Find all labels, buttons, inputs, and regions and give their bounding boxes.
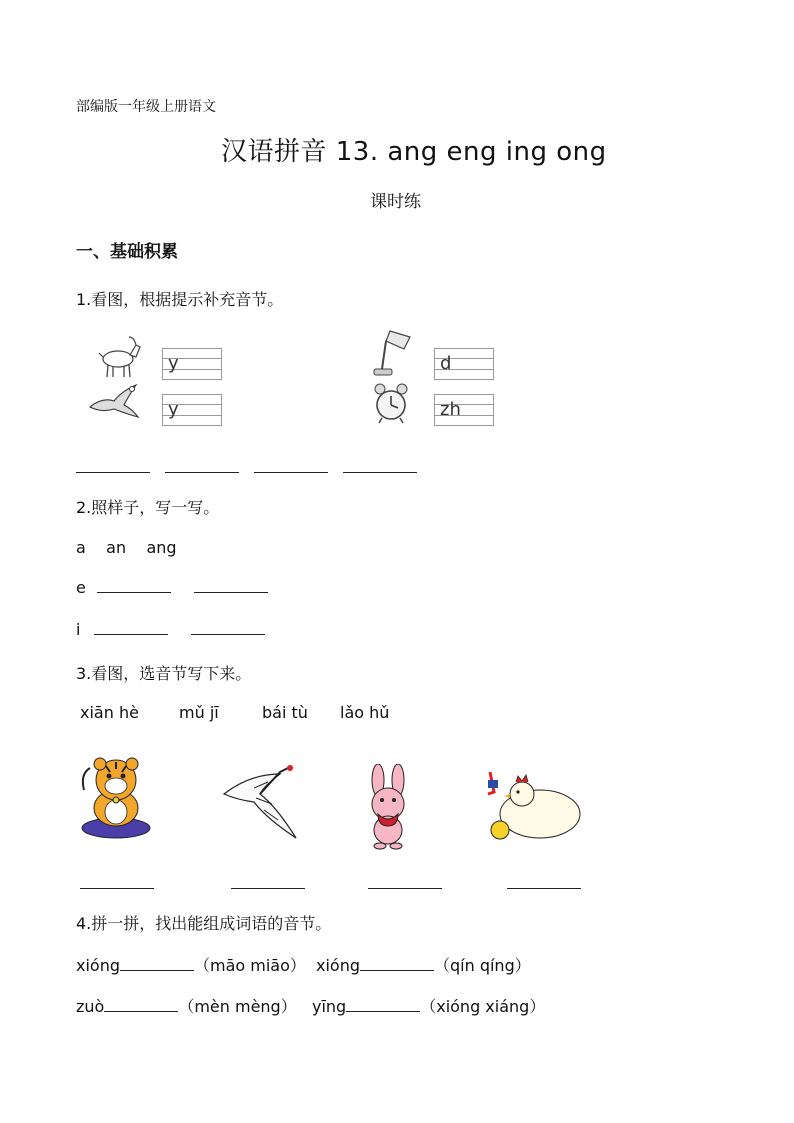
q4-syllable: zuò — [76, 997, 105, 1016]
q4-choices: （xióng xiáng） — [420, 997, 546, 1016]
q4-item — [76, 953, 306, 976]
goat-icon — [96, 331, 142, 379]
pinyin-hint: y — [168, 399, 179, 420]
answer-blank[interactable] — [104, 997, 178, 1012]
page-subtitle: 课时练 — [370, 192, 421, 212]
answer-blank[interactable] — [94, 620, 168, 635]
answer-blank[interactable] — [80, 874, 154, 889]
q4-syllable: xióng — [316, 956, 360, 975]
q4-item — [316, 953, 531, 976]
pinyin-hint: zh — [440, 399, 461, 420]
section-heading: 一、基础积累 — [76, 242, 178, 262]
q2-example: a an ang — [76, 538, 177, 557]
q4-choices: （māo miāo） — [194, 956, 306, 975]
answer-blank[interactable] — [360, 956, 434, 971]
q4-syllable: yīng — [312, 997, 347, 1016]
pinyin-hint: d — [440, 353, 452, 374]
q3-option: mǔ jī — [179, 703, 219, 722]
answer-blank[interactable] — [97, 578, 171, 593]
q1-answer-blanks — [76, 458, 417, 477]
pinyin-box-2[interactable] — [162, 394, 222, 426]
answer-blank[interactable] — [165, 458, 239, 473]
pinyin-box-3[interactable] — [434, 348, 494, 380]
q3-option: bái tù — [262, 703, 308, 722]
answer-blank[interactable] — [120, 956, 194, 971]
q2-prompt: 2.照样子，写一写。 — [76, 498, 220, 517]
q4-choices: （mèn mèng） — [178, 997, 297, 1016]
q3-answer-blanks — [80, 874, 581, 893]
alarm-clock-icon — [372, 382, 410, 424]
eagle-icon — [88, 383, 140, 419]
tiger-icon — [76, 754, 156, 840]
pinyin-box-1[interactable] — [162, 348, 222, 380]
q3-option: lǎo hǔ — [340, 703, 390, 722]
crane-icon — [220, 764, 300, 840]
lamp-icon — [372, 327, 414, 377]
q2-row-i — [76, 620, 265, 639]
answer-blank[interactable] — [507, 874, 581, 889]
page-title: 汉语拼音 13. ang eng ing ong — [221, 137, 607, 167]
q2-row-e — [76, 578, 268, 597]
answer-blank[interactable] — [254, 458, 328, 473]
answer-blank[interactable] — [368, 874, 442, 889]
hen-icon — [484, 764, 586, 844]
answer-blank[interactable] — [76, 458, 150, 473]
pinyin-hint: y — [168, 353, 179, 374]
q3-prompt: 3.看图，选音节写下来。 — [76, 664, 252, 683]
pinyin-box-4[interactable] — [434, 394, 494, 426]
q4-item — [312, 994, 545, 1017]
q2-row-label: e — [76, 578, 86, 597]
answer-blank[interactable] — [191, 620, 265, 635]
q4-syllable: xióng — [76, 956, 120, 975]
q3-option: xiān hè — [80, 703, 139, 722]
q4-item — [76, 994, 297, 1017]
q4-prompt: 4.拼一拼，找出能组成词语的音节。 — [76, 914, 332, 933]
answer-blank[interactable] — [194, 578, 268, 593]
answer-blank[interactable] — [231, 874, 305, 889]
rabbit-icon — [360, 764, 416, 850]
q1-prompt: 1.看图，根据提示补充音节。 — [76, 290, 284, 309]
series-label: 部编版一年级上册语文 — [76, 99, 216, 115]
answer-blank[interactable] — [343, 458, 417, 473]
q4-choices: （qín qíng） — [434, 956, 531, 975]
q2-row-label: i — [76, 620, 81, 639]
answer-blank[interactable] — [346, 997, 420, 1012]
